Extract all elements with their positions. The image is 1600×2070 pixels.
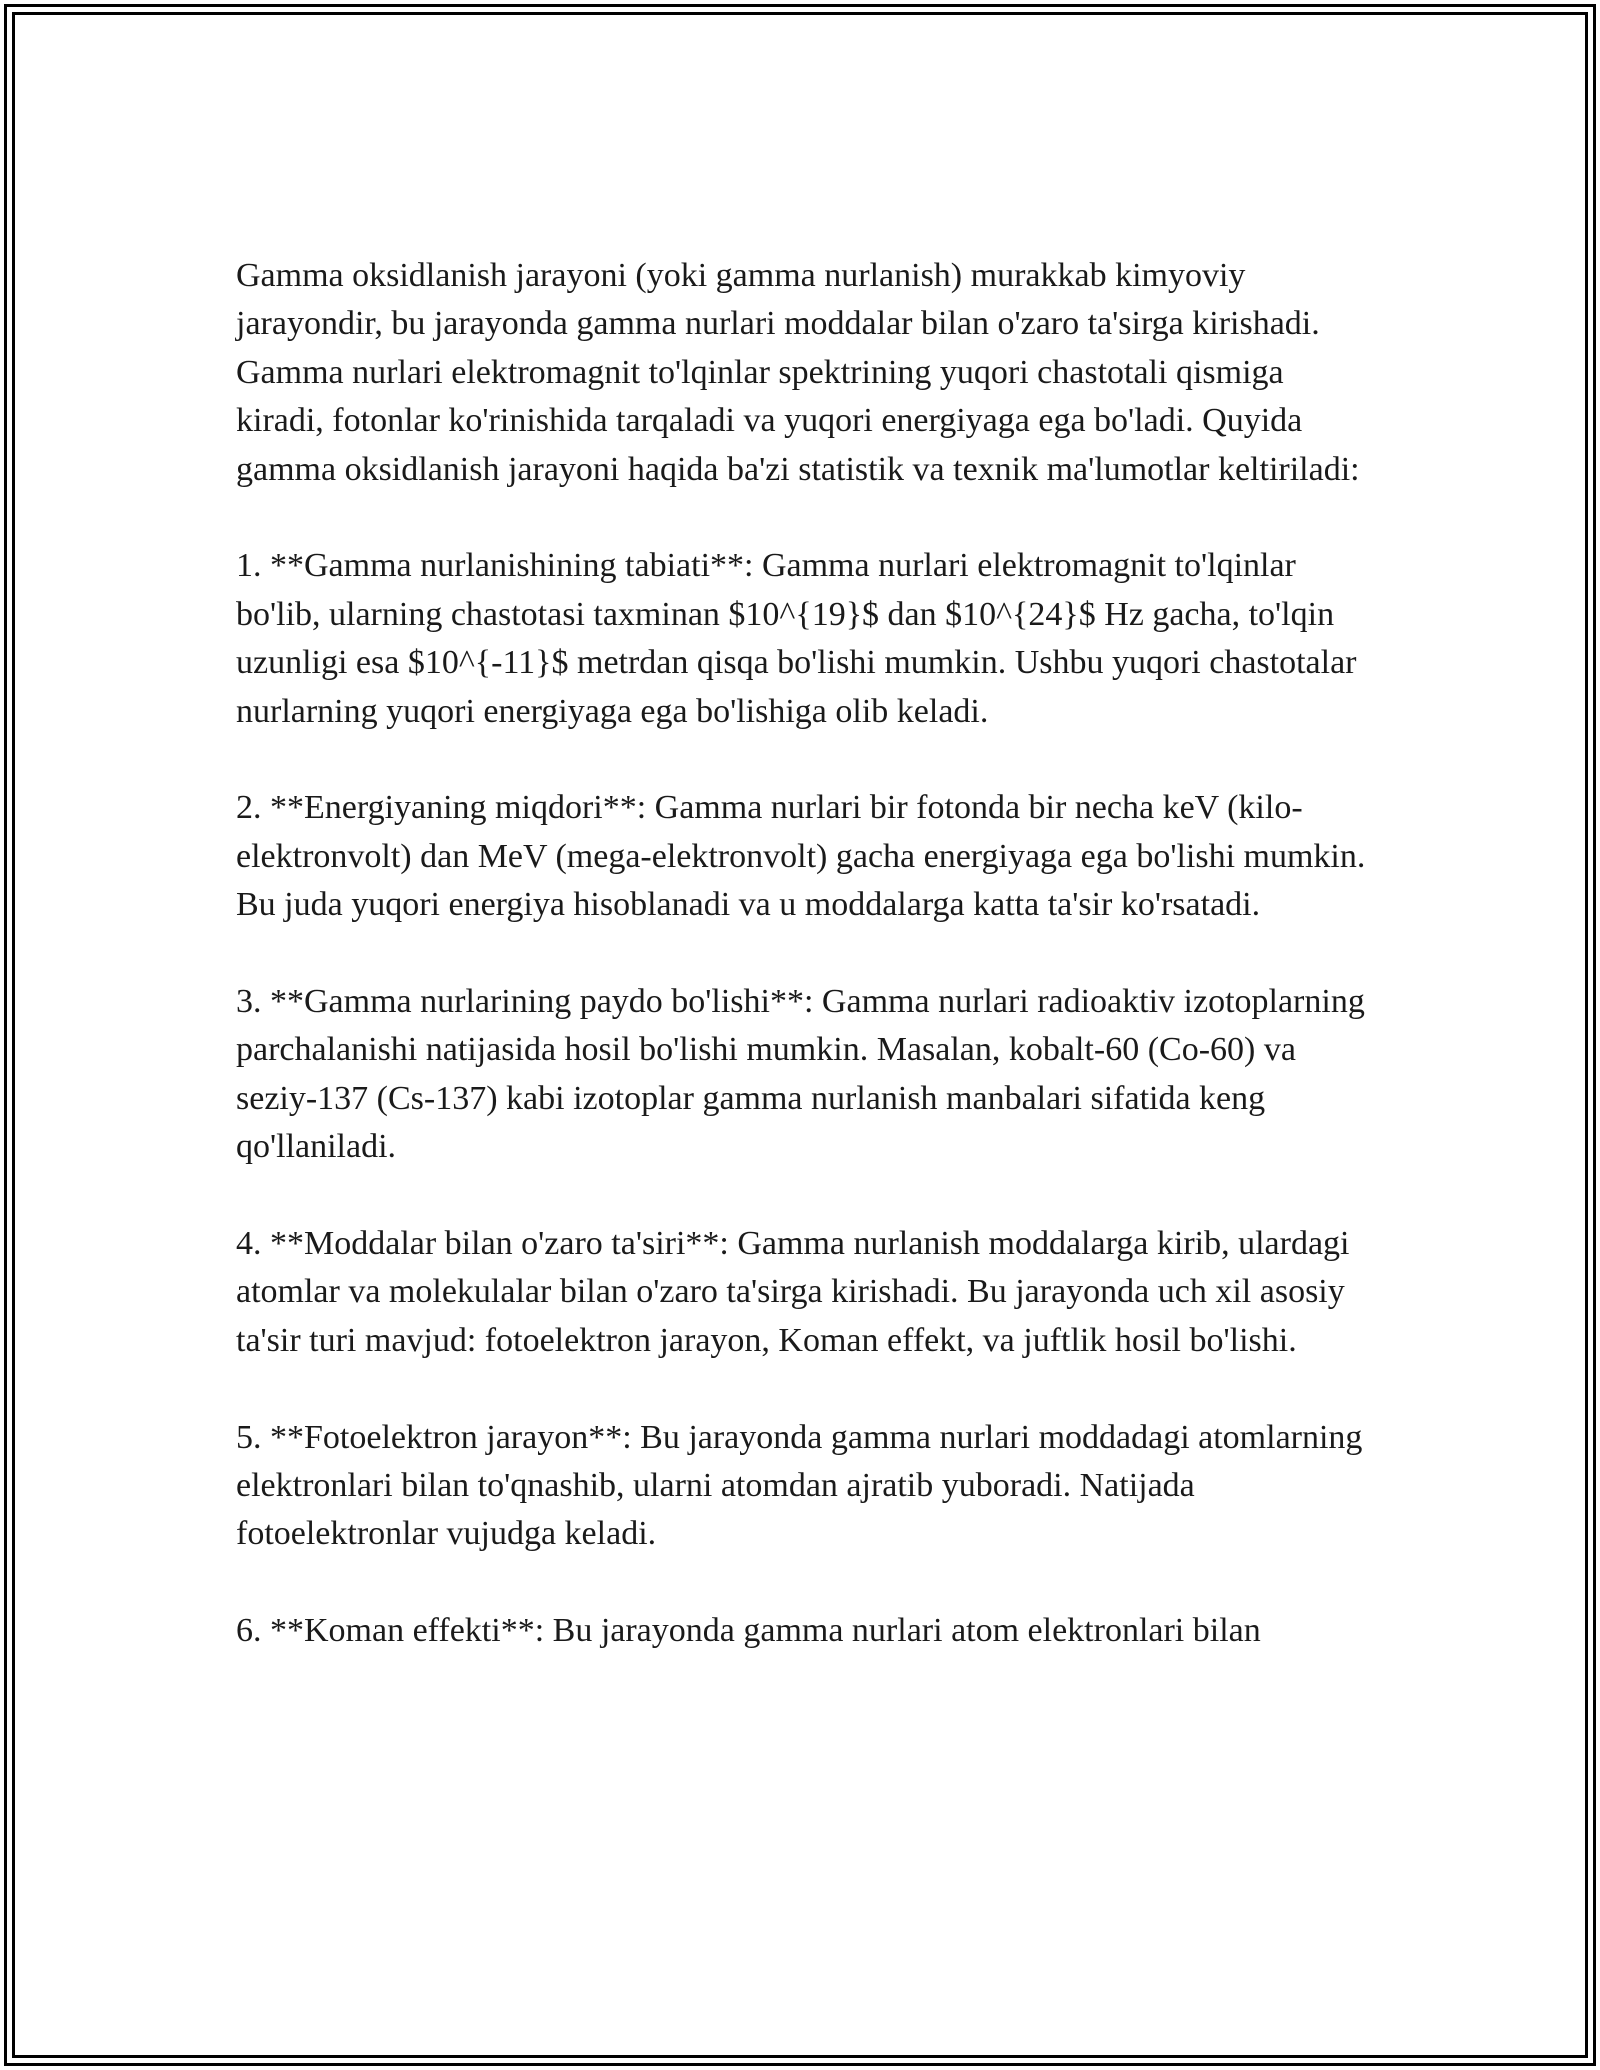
document-body bbox=[236, 252, 1376, 1704]
list-item: 1. **Gamma nurlanishining tabiati**: Gamma nurlari elektromagnit to'lqinlar bo'lib, ularning chastotasi taxminan $10^{19}$ dan $10^{24}$ Hz gacha, to'lqin uzunligi esa $10^{-11}$ metrdan qisqa bo'lishi mumkin. Ushbu yuqori chastotalar nurlarning yuqori energiyaga ega bo'lishiga olib keladi. bbox=[236, 547, 1357, 730]
intro-paragraph: Gamma oksidlanish jarayoni (yoki gamma nurlanish) murakkab kimyoviy jarayondir, bu jarayonda gamma nurlari moddalar bilan o'zaro ta'sirga kirishadi. Gamma nurlari elektromagnit to'lqinlar spektrining yuqori chastotali qismiga kiradi, fotonlar ko'rinishida tarqaladi va yuqori energiyaga ega bo'ladi. Quyida gamma oksidlanish jarayoni haqida ba'zi statistik va texnik ma'lumotlar keltiriladi: bbox=[236, 257, 1360, 488]
list-item: 6. **Koman effekti**: Bu jarayonda gamma nurlari atom elektronlari bilan bbox=[236, 1612, 1261, 1650]
list-item: 5. **Fotoelektron jarayon**: Bu jarayonda gamma nurlari moddadagi atomlarning elektronlari bilan to'qnashib, ularni atomdan ajratib yuboradi. Natijada fotoelektronlar vujudga keladi. bbox=[236, 1418, 1363, 1553]
list-item: 2. **Energiyaning miqdori**: Gamma nurlari bir fotonda bir necha keV (kilo-elektronvolt) dan MeV (mega-elektronvolt) gacha energiyaga ega bo'lishi mumkin. Bu juda yuqori energiya hisoblanadi va u moddalarga katta ta'sir ko'rsatadi. bbox=[236, 789, 1366, 924]
list-item: 4. **Moddalar bilan o'zaro ta'siri**: Gamma nurlanish moddalarga kirib, ulardagi atomlar va molekulalar bilan o'zaro ta'sirga kirishadi. Bu jarayonda uch xil asosiy ta'sir turi mavjud: fotoelektron jarayon, Koman effekt, va juftlik hosil bo'lishi. bbox=[236, 1225, 1350, 1359]
list-item: 3. **Gamma nurlarining paydo bo'lishi**: Gamma nurlari radioaktiv izotoplarning parchalanishi natijasida hosil bo'lishi mumkin. Masalan, kobalt-60 (Co-60) va seziy-137 (Cs-137) kabi izotoplar gamma nurlanish manbalari sifatida keng qo'llaniladi. bbox=[236, 983, 1365, 1166]
